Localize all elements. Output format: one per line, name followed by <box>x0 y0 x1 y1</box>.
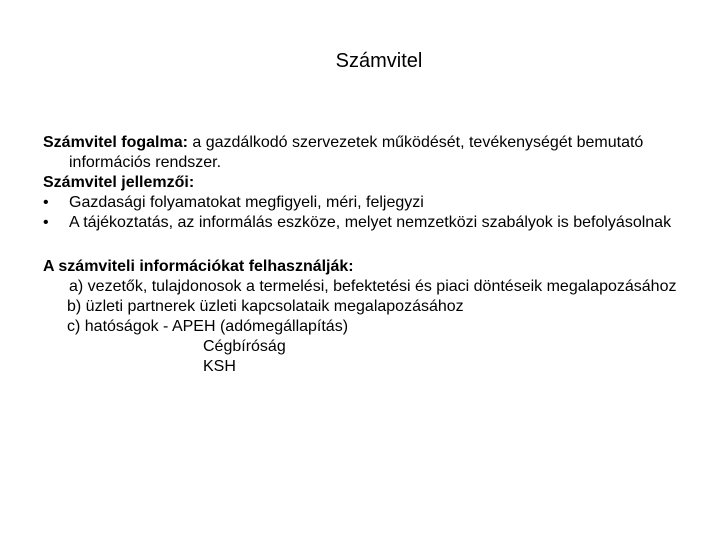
definition-paragraph <box>43 133 683 173</box>
authority-cegbirosag: Cégbíróság <box>203 338 286 355</box>
slide-body <box>43 133 683 377</box>
slide-title: Számvitel <box>335 50 423 72</box>
authority-ksh: KSH <box>203 358 236 375</box>
definition-text: a gazdálkodó szervezetek működését, tevékenységét bemutató információs rendszer. <box>69 134 644 171</box>
bullet-icon: • <box>43 194 49 211</box>
feature-bullet-item <box>43 193 683 213</box>
section-spacer <box>43 233 683 257</box>
feature-bullet-item <box>43 213 683 233</box>
users-item-c: c) hatóságok - APEH (adómegállapítás) <box>67 318 349 335</box>
feature-item-text: Gazdasági folyamatokat megfigyeli, méri, feljegyzi <box>69 194 424 211</box>
definition-term: Számvitel fogalma: <box>43 134 188 151</box>
bullet-icon: • <box>43 214 49 231</box>
feature-item-text: A tájékoztatás, az informálás eszköze, melyet nemzetközi szabályok is befolyásolnak <box>69 214 672 231</box>
users-item-a: a) vezetők, tulajdonosok a termelési, befektetési és piaci döntéseik megalapozásához <box>69 278 677 295</box>
users-heading: A számviteli információkat felhasználják: <box>43 258 354 275</box>
users-item-b: b) üzleti partnerek üzleti kapcsolataik megalapozásához <box>67 298 464 315</box>
features-heading: Számvitel jellemzői: <box>43 174 195 191</box>
